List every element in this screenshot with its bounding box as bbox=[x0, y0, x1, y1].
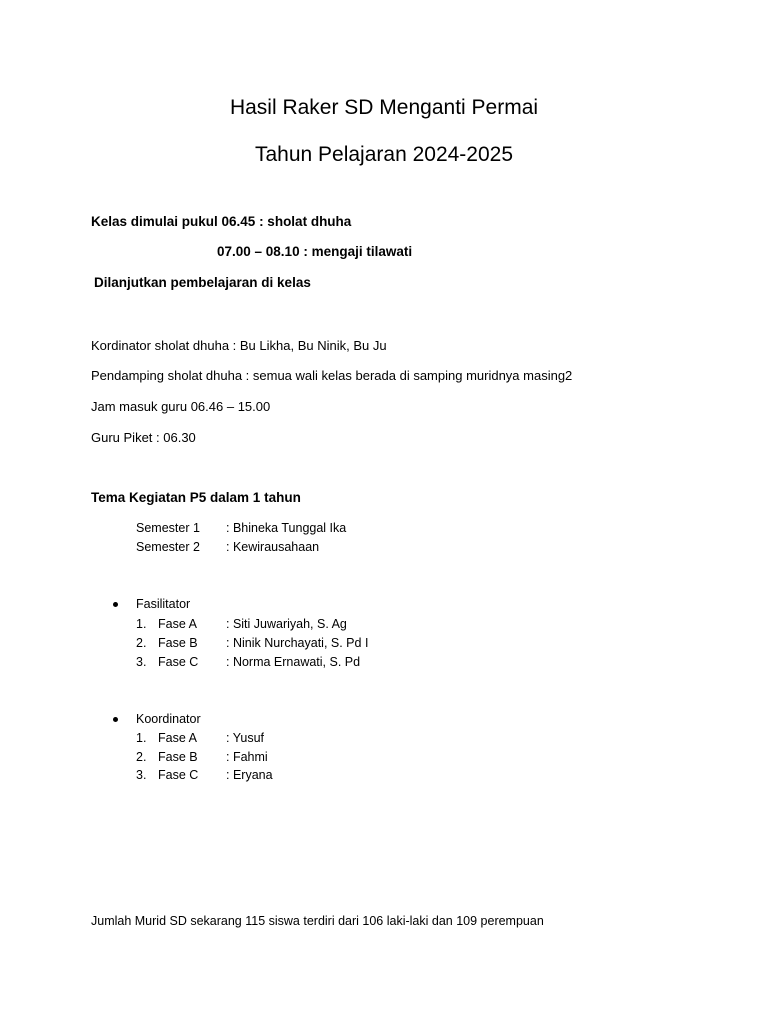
koordinator-num-3: 3. bbox=[136, 768, 147, 782]
koordinator-phase-3: Fase C bbox=[158, 768, 199, 782]
facilitator-num-1: 1. bbox=[136, 617, 147, 631]
bullet-icon bbox=[113, 717, 118, 722]
picket-line: Guru Piket : 06.30 bbox=[91, 430, 196, 445]
koordinator-phase-1: Fase A bbox=[158, 731, 197, 745]
koordinator-phase-2: Fase B bbox=[158, 750, 198, 764]
semester-2-value: : Kewirausahaan bbox=[226, 540, 320, 554]
facilitator-value-3: : Norma Ernawati, S. Pd bbox=[226, 655, 361, 669]
document-subtitle: Tahun Pelajaran 2024-2025 bbox=[254, 143, 514, 166]
facilitator-phase-1: Fase A bbox=[158, 617, 197, 631]
schedule-line-1: Kelas dimulai pukul 06.45 : sholat dhuha bbox=[91, 214, 352, 229]
koordinator-value-3: : Eryana bbox=[226, 768, 273, 782]
coordinator-line: Kordinator sholat dhuha : Bu Likha, Bu Ninik, Bu Ju bbox=[91, 338, 387, 353]
student-count-line: Jumlah Murid SD sekarang 115 siswa terdiri dari 106 laki-laki dan 109 perempuan bbox=[91, 914, 544, 928]
facilitator-num-3: 3. bbox=[136, 655, 147, 669]
teacher-hours-line: Jam masuk guru 06.46 – 15.00 bbox=[91, 399, 271, 414]
facilitator-label: Fasilitator bbox=[136, 597, 191, 611]
companion-line: Pendamping sholat dhuha : semua wali kelas berada di samping muridnya masing2 bbox=[91, 368, 573, 383]
koordinator-num-2: 2. bbox=[136, 750, 147, 764]
koordinator-num-1: 1. bbox=[136, 731, 147, 745]
facilitator-value-1: : Siti Juwariyah, S. Ag bbox=[226, 617, 347, 631]
facilitator-num-2: 2. bbox=[136, 636, 147, 650]
facilitator-phase-2: Fase B bbox=[158, 636, 198, 650]
koordinator-value-1: : Yusuf bbox=[226, 731, 264, 745]
facilitator-phase-3: Fase C bbox=[158, 655, 199, 669]
semester-2-label: Semester 2 bbox=[136, 540, 200, 554]
schedule-line-3: Dilanjutkan pembelajaran di kelas bbox=[94, 275, 311, 290]
bullet-icon bbox=[113, 602, 118, 607]
p5-heading: Tema Kegiatan P5 dalam 1 tahun bbox=[91, 490, 301, 505]
schedule-line-2: 07.00 – 08.10 : mengaji tilawati bbox=[217, 244, 413, 259]
facilitator-value-2: : Ninik Nurchayati, S. Pd I bbox=[226, 636, 369, 650]
semester-1-value: : Bhineka Tunggal Ika bbox=[226, 521, 347, 535]
document-title: Hasil Raker SD Menganti Permai bbox=[229, 96, 539, 119]
koordinator-label: Koordinator bbox=[136, 712, 201, 726]
semester-1-label: Semester 1 bbox=[136, 521, 200, 535]
koordinator-value-2: : Fahmi bbox=[226, 750, 268, 764]
